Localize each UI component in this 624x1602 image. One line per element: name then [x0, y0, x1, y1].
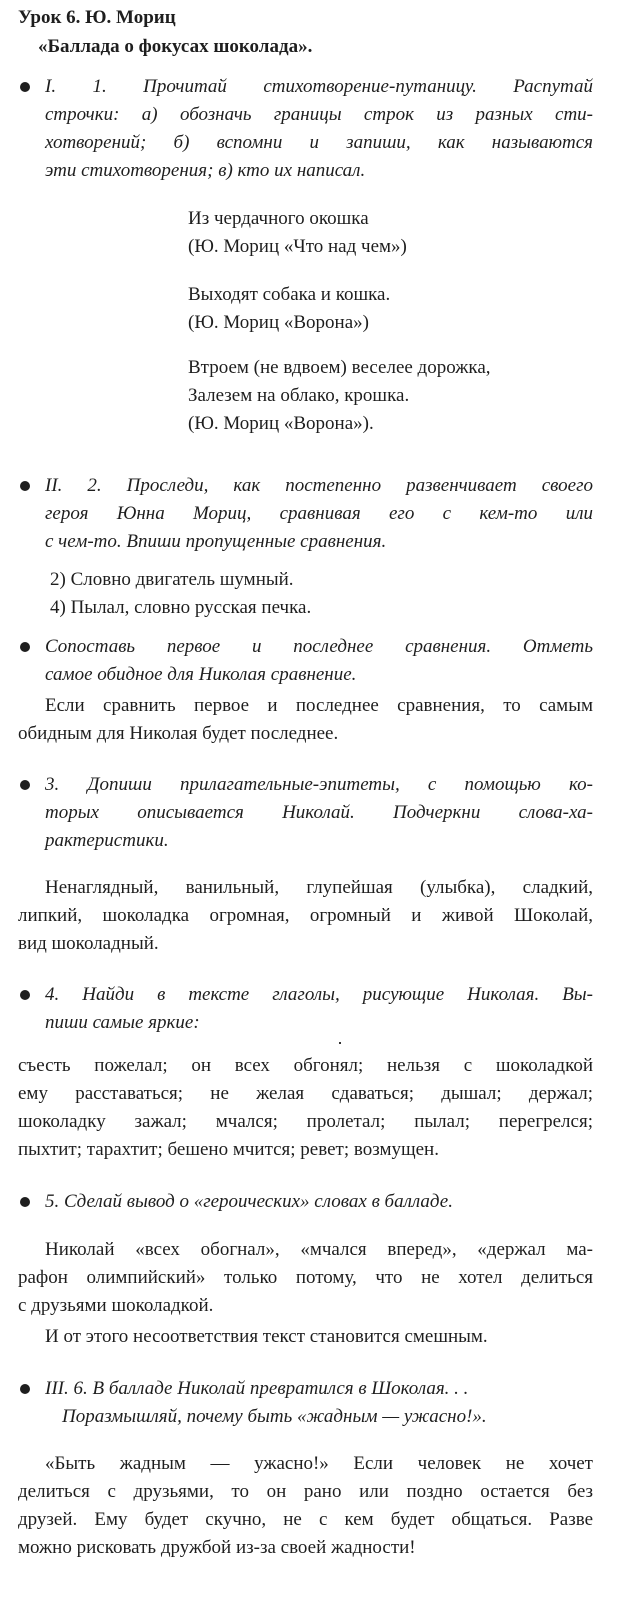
poem-line: Втроем (не вдвоем) веселее дорожка,	[188, 357, 491, 378]
task2-line: героя Юнна Мориц, сравнивая его с кем-то или	[45, 503, 593, 524]
task4-answer: пыхтит; тарахтит; бешено мчится; ревет; возмущен.	[18, 1139, 439, 1160]
task2b-answer: Если сравнить первое и последнее сравнения, то самым	[45, 695, 593, 716]
task1-line: I. 1. Прочитай стихотворение-путаницу. Распутай	[45, 76, 593, 97]
task6-answer: можно рисковать дружбой из-за своей жадности!	[18, 1537, 416, 1558]
task5-answer: с друзьями шоколадкой.	[18, 1295, 214, 1316]
task1-line: эти стихотворения; в) кто их написал.	[45, 160, 366, 181]
task1-line: хотворений; б) вспомни и запиши, как называются	[45, 132, 593, 153]
task5-answer: Николай «всех обогнал», «мчался вперед», «держал ма-	[45, 1239, 593, 1260]
task6-line: III. 6. В балладе Николай превратился в Шоколая. . .	[45, 1378, 469, 1399]
task5-answer: рафон олимпийский» только потому, что не хотел делиться	[18, 1267, 593, 1288]
task3-answer: липкий, шоколадка огромная, огромный и живой Шоколай,	[18, 905, 593, 926]
task5-line: 5. Сделай вывод о «героических» словах в балладе.	[45, 1191, 453, 1212]
task2-answer: 4) Пылал, словно русская печка.	[50, 597, 312, 618]
task2-line: II. 2. Проследи, как постепенно развенчивает своего	[45, 475, 593, 496]
task6-answer: делиться с друзьями, то он рано или поздно остается без	[18, 1481, 593, 1502]
bullet-icon	[20, 990, 30, 1000]
task4-line: пиши самые яркие:	[45, 1012, 200, 1033]
task6-answer: «Быть жадным — ужасно!» Если человек не хочет	[45, 1453, 593, 1474]
bullet-icon	[20, 780, 30, 790]
task2-answer: 2) Словно двигатель шумный.	[50, 569, 294, 590]
poem-line: (Ю. Мориц «Ворона»)	[188, 312, 369, 333]
task3-line: 3. Допиши прилагательные-эпитеты, с помощью ко-	[45, 774, 593, 795]
task6-answer: друзей. Ему будет скучно, не с кем будет общаться. Разве	[18, 1509, 593, 1530]
task1-line: строчки: а) обозначь границы строк из разных сти-	[45, 104, 593, 125]
task3-answer: Ненаглядный, ванильный, глупейшая (улыбка), сладкий,	[45, 877, 593, 898]
task4-line: 4. Найди в тексте глаголы, рисующие Николая. Вы-	[45, 984, 593, 1005]
task3-line: торых описывается Николай. Подчеркни слова-ха-	[45, 802, 593, 823]
poem-line: Выходят собака и кошка.	[188, 284, 391, 305]
task4-answer: ему расставаться; не желая сдаваться; дышал; держал;	[18, 1083, 593, 1104]
task2b-answer: обидным для Николая будет последнее.	[18, 723, 339, 744]
poem-line: (Ю. Мориц «Ворона»).	[188, 413, 374, 434]
task3-answer: вид шоколадный.	[18, 933, 159, 954]
lesson-title: «Баллада о фокусах шоколада».	[38, 36, 313, 57]
task5-answer: И от этого несоответствия текст становится смешным.	[45, 1326, 488, 1347]
task6-line: Поразмышляй, почему быть «жадным — ужасно!».	[62, 1406, 487, 1427]
bullet-icon	[20, 481, 30, 491]
task3-line: рактеристики.	[45, 830, 169, 851]
bullet-icon	[20, 1197, 30, 1207]
task2b-line: Сопоставь первое и последнее сравнения. Отметь	[45, 636, 593, 657]
task4-answer: съесть пожелал; он всех обгонял; нельзя с шоколадкой	[18, 1055, 593, 1076]
bullet-icon	[20, 82, 30, 92]
task2-line: с чем-то. Впиши пропущенные сравнения.	[45, 531, 387, 552]
lesson-heading: Урок 6. Ю. Мориц	[18, 7, 176, 28]
poem-line: Залезем на облако, крошка.	[188, 385, 410, 406]
task2b-line: самое обидное для Николая сравнение.	[45, 664, 357, 685]
poem-line: Из чердачного окошка	[188, 208, 369, 229]
poem-line: (Ю. Мориц «Что над чем»)	[188, 236, 407, 257]
stray-dot	[339, 1042, 341, 1044]
task4-answer: шоколадку зажал; мчался; пролетал; пылал; перегрелся;	[18, 1111, 593, 1132]
bullet-icon	[20, 642, 30, 652]
bullet-icon	[20, 1384, 30, 1394]
